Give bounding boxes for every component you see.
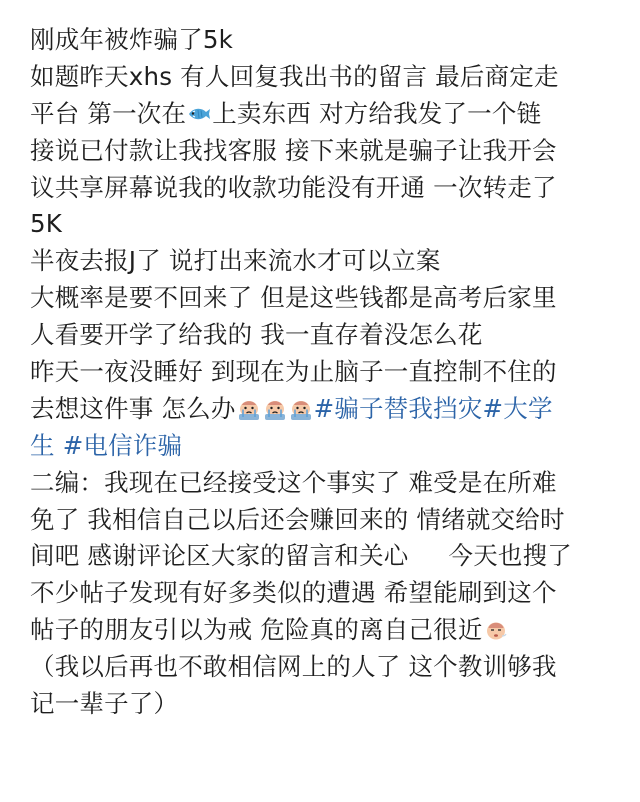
text-line bbox=[30, 428, 622, 465]
text-line: 5K bbox=[30, 209, 63, 239]
hashtag-link-continued[interactable]: 生 bbox=[30, 430, 55, 460]
text-line bbox=[30, 391, 622, 428]
edit-line: （我以后再也不敢相信网上的人了 这个教训够我 bbox=[30, 652, 557, 682]
edit-line: 二编：我现在已经接受这个事实了 难受是在所难 bbox=[30, 467, 557, 497]
sighing-face-icon bbox=[484, 618, 508, 642]
crying-face-icon bbox=[289, 397, 313, 421]
text-segment: 帖子的朋友引以为戒 危险真的离自己很近 bbox=[30, 615, 483, 645]
text-segment: 平台 第一次在 bbox=[30, 98, 187, 128]
edit-line bbox=[30, 538, 622, 575]
text-segment: 去想这件事 怎么办 bbox=[30, 393, 236, 423]
text-line: 接说已付款让我找客服 接下来就是骗子让我开会 bbox=[30, 135, 557, 165]
edit-line: 不少帖子发现有好多类似的遭遇 希望能刷到这个 bbox=[30, 578, 557, 608]
fish-icon bbox=[187, 102, 211, 126]
edit-line: 记一辈子了） bbox=[30, 689, 179, 719]
text-line: 议共享屏幕说我的收款功能没有开通 一次转走了 bbox=[30, 172, 557, 202]
post-title: 刚成年被炸骗了5k bbox=[30, 25, 234, 54]
crying-face-icon bbox=[237, 397, 261, 421]
text-line: 大概率是要不回来了 但是这些钱都是高考后家里 bbox=[30, 283, 557, 313]
text-line: 半夜去报J了 说打出来流水才可以立案 bbox=[30, 246, 441, 276]
edit-line: 免了 我相信自己以后还会赚回来的 情绪就交给时 bbox=[30, 504, 565, 534]
hashtag-link[interactable]: #大学 bbox=[482, 393, 553, 423]
edit-line bbox=[30, 612, 622, 649]
crying-face-icon bbox=[263, 397, 287, 421]
text-line bbox=[30, 96, 622, 133]
text-segment: 上卖东西 对方给我发了一个链 bbox=[212, 98, 542, 128]
text-segment: 间吧 感谢评论区大家的留言和关心 bbox=[30, 541, 409, 571]
text-segment: 今天也搜了 bbox=[448, 541, 572, 571]
hashtag-link[interactable]: #电信诈骗 bbox=[62, 430, 183, 460]
text-line: 人看要开学了给我的 我一直存着没怎么花 bbox=[30, 320, 483, 350]
hashtag-link[interactable]: #骗子替我挡灾 bbox=[313, 393, 483, 423]
text-line: 昨天一夜没睡好 到现在为止脑子一直控制不住的 bbox=[30, 357, 557, 387]
post-body bbox=[30, 22, 622, 723]
text-line: 如题昨天xhs 有人回复我出书的留言 最后商定走 bbox=[30, 61, 559, 91]
